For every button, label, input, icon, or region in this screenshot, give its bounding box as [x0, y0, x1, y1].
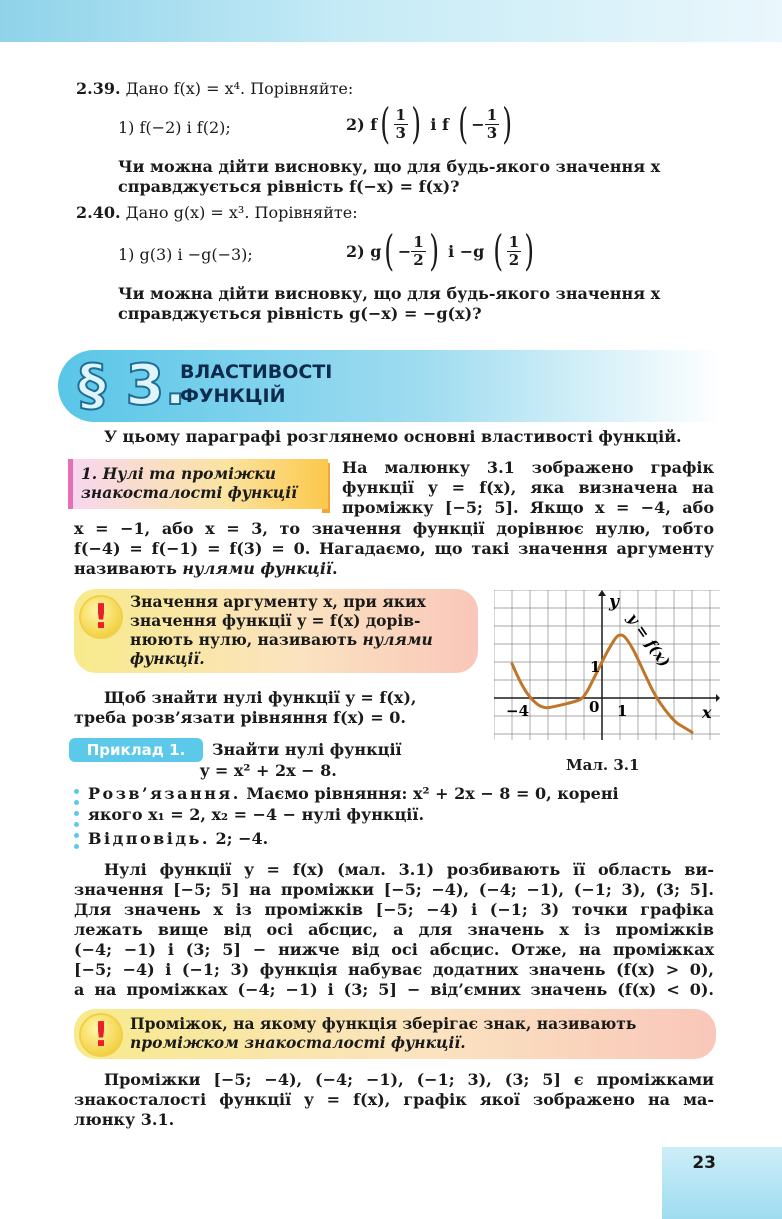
para3-line: Нулі функції y = f(x) (мал. 3.1) розбивають її область ви-: [104, 860, 714, 879]
rule1-line: Значення аргументу x, при яких: [130, 592, 426, 611]
fraction: [507, 234, 521, 269]
ex239-p2-label: 2) f: [346, 114, 378, 134]
rule2-line1: Проміжок, на якому функція зберігає знак, називають: [130, 1014, 637, 1033]
solution-text1: Маємо рівняння: x² + 2x − 8 = 0, корені: [240, 784, 619, 803]
para1-line: проміжку [−5; 5]. Якщо x = −4, або: [342, 498, 714, 517]
para2-line: Щоб знайти нулі функції y = f(x),: [104, 688, 417, 707]
numerator: 1: [508, 232, 520, 251]
example-badge: Приклад 1.: [69, 738, 203, 762]
para4-line: Проміжки [−5; −4), (−4; −1), (−1; 3), (3; 5] є проміжками: [104, 1070, 714, 1089]
page-number: 23: [692, 1153, 716, 1173]
ex240-question-2: справджується рівність g(−x) = −g(x)?: [118, 304, 482, 323]
numerator: 1: [413, 232, 424, 251]
y-arrow-icon: [598, 590, 606, 596]
solution-label: Розв’язання.: [88, 784, 241, 803]
ex240-and: і −g: [448, 241, 485, 261]
para3-line: (−4; −1) і (3; 5] − нижче від осі абсцис. Отже, на проміжках: [74, 940, 714, 959]
solution-line2: якого x₁ = 2, x₂ = −4 − нулі функції.: [88, 805, 425, 824]
fraction: [411, 234, 425, 269]
paren-right: ): [502, 99, 513, 148]
ex239-part2: [346, 99, 516, 148]
para3-line: [−5; −4) і (−1; 3) функція набуває додатних значень (f(x) > 0),: [74, 960, 714, 979]
section-symbol: § 3.: [78, 353, 186, 418]
rule2-line2: проміжком знакосталості функції.: [130, 1033, 466, 1052]
para1-line: функції y = f(x), яка визначена на: [342, 478, 714, 497]
denominator: 3: [395, 123, 406, 142]
tick-origin: 0: [589, 698, 600, 716]
ex239-stmt: Дано f(x) = x⁴. Порівняйте:: [125, 79, 354, 98]
section-title: [180, 360, 332, 408]
example-line1: Знайти нулі функції: [212, 740, 402, 759]
ex240-stmt: Дано g(x) = x³. Порівняйте:: [125, 203, 358, 222]
ex240-part2: [346, 226, 538, 275]
denominator: 2: [508, 250, 520, 269]
para2-line: треба розв’язати рівняння f(x) = 0.: [74, 708, 406, 727]
figure-caption: Мал. 3.1: [566, 756, 640, 774]
para1-line: f(−4) = f(−1) = f(3) = 0. Нагадаємо, що такі значення аргументу: [74, 539, 714, 558]
para3-line: а на проміжках (−4; −1) і (3; 5] − від’ємних значень (f(x) < 0).: [74, 980, 714, 999]
numerator: 1: [395, 105, 406, 124]
para1-line: x = −1, або x = 3, то значення функції дорівнює нулю, тобто: [74, 519, 714, 538]
paren-left: (: [458, 99, 469, 148]
paren-right: ): [411, 99, 422, 148]
exclamation-icon: !: [81, 1015, 121, 1055]
para3-line: Для значень x із проміжків [−5; −4) і (−1; 3) точки графіка: [74, 900, 714, 919]
para4-line: люнку 3.1.: [74, 1110, 175, 1129]
solution-dots: [74, 789, 80, 855]
function-graph: [494, 590, 720, 740]
minus-sign: −: [471, 114, 485, 134]
term-zeros: нулями функції: [182, 559, 332, 578]
ex239-part1: 1) f(−2) і f(2);: [118, 118, 231, 137]
ex240-line: [76, 203, 358, 223]
paren-right: ): [428, 226, 439, 275]
para4-line: знакосталості функції y = f(x), графік якої зображено на ма-: [74, 1090, 714, 1109]
rule1-line: функції.: [130, 649, 205, 668]
intro-text: У цьому параграфі розглянемо основні властивості функцій.: [104, 427, 682, 446]
answer-line: [88, 829, 268, 849]
para1-line: [74, 559, 338, 579]
corner-decoration: [662, 1147, 782, 1219]
denominator: 3: [486, 123, 498, 142]
solution-line1: [88, 784, 619, 804]
fraction: [485, 107, 499, 142]
tick-neg4: −4: [506, 702, 530, 720]
subsection-line2: знакосталості функції: [81, 483, 298, 502]
section-title-line2: ФУНКЦІЙ: [180, 385, 286, 407]
ex239-head: 2.39.: [76, 79, 121, 98]
x-axis-label: x: [702, 703, 712, 722]
paren-left: (: [380, 99, 391, 148]
ex240-question-1: Чи можна дійти висновку, що для будь-якого значення x: [118, 284, 661, 303]
para1-end: .: [331, 559, 338, 578]
ex239-question-2: справджується рівність f(−x) = f(x)?: [118, 177, 460, 196]
subsection-tag: [68, 459, 328, 509]
para1-line: На малюнку 3.1 зображено графік: [342, 458, 714, 477]
rule1-line: [130, 630, 433, 649]
rule1-term: нулями: [362, 630, 433, 649]
curve-label: y = f(x): [623, 609, 674, 671]
example-line2: y = x² + 2x − 8.: [200, 761, 337, 780]
ex240-p2-label: 2) g: [346, 241, 382, 261]
ex239-line: [76, 79, 353, 99]
rule1-text: нюють нулю, називають: [130, 630, 363, 649]
ex240-head: 2.40.: [76, 203, 121, 222]
denominator: 2: [413, 250, 424, 269]
answer-label: Відповідь.: [88, 829, 210, 848]
paren-right: ): [524, 226, 535, 275]
para3-line: значення [−5; 5] на проміжки [−5; −4), (−4; −1), (−1; 3), (3; 5].: [74, 880, 714, 899]
section-title-line1: ВЛАСТИВОСТІ: [180, 361, 333, 383]
x-arrow-icon: [716, 694, 720, 702]
rule1-line: значення функції y = f(x) дорів-: [130, 611, 421, 630]
paren-left: (: [493, 226, 504, 275]
numerator: 1: [486, 105, 498, 124]
ex240-part1: 1) g(3) і −g(−3);: [118, 245, 253, 264]
subsection-line1: 1. Нулі та проміжки: [81, 464, 277, 483]
tick-x1: 1: [617, 702, 628, 720]
y-axis-label: y: [609, 592, 619, 612]
para1-last: називають: [74, 559, 183, 578]
para3-line: лежать вище від осі абсцис, а для значень x із проміжків: [74, 920, 714, 939]
minus-sign: −: [397, 241, 412, 261]
ex239-and: і f: [430, 114, 449, 134]
top-band: [0, 0, 782, 42]
tick-y1: 1: [590, 658, 601, 676]
fraction: [394, 107, 408, 142]
exclamation-icon: !: [81, 597, 121, 637]
answer-text: 2; −4.: [209, 829, 269, 848]
ex239-question-1: Чи можна дійти висновку, що для будь-якого значення x: [118, 157, 661, 176]
paren-left: (: [384, 226, 395, 275]
